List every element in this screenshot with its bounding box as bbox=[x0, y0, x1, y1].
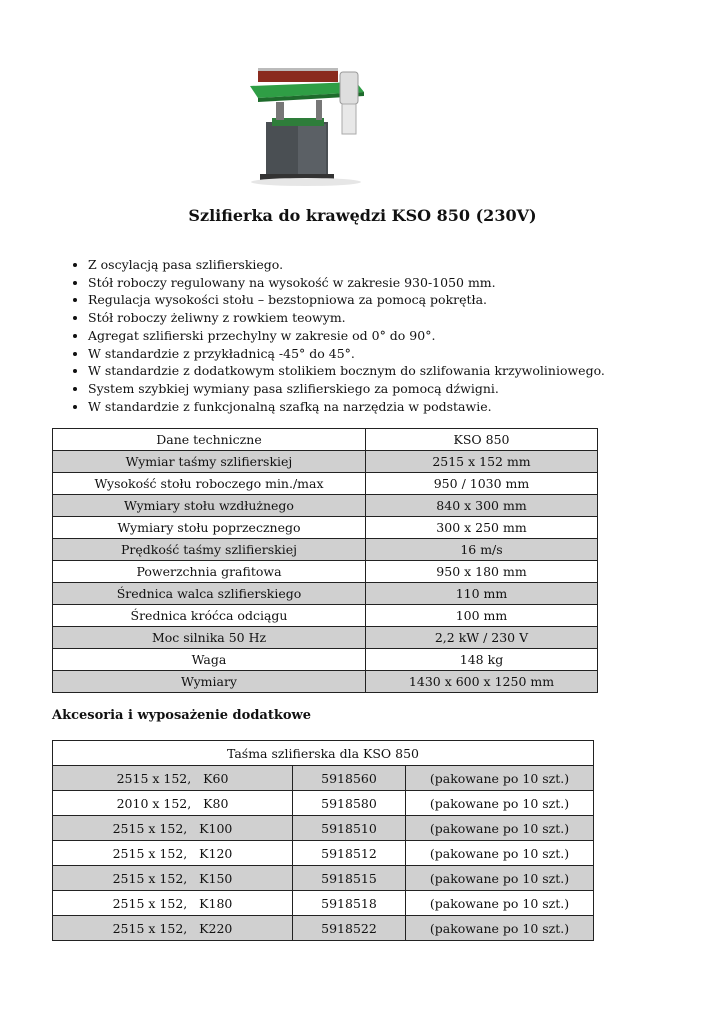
table-cell: Prędkość taśmy szlifierskiej bbox=[53, 539, 366, 561]
table-row bbox=[53, 916, 594, 941]
table-cell: (pakowane po 10 szt.) bbox=[406, 866, 594, 891]
table-cell: Powerzchnia grafitowa bbox=[53, 561, 366, 583]
table-cell: 110 mm bbox=[366, 583, 598, 605]
table-cell: Wymiary bbox=[53, 671, 366, 693]
feature-list bbox=[60, 256, 605, 415]
table-row bbox=[53, 766, 594, 791]
table-cell: 2515 x 152, K100 bbox=[53, 816, 293, 841]
table-cell: (pakowane po 10 szt.) bbox=[406, 891, 594, 916]
table-cell: 1430 x 600 x 1250 mm bbox=[366, 671, 598, 693]
table-row bbox=[53, 841, 594, 866]
table-title: Taśma szlifierska dla KSO 850 bbox=[53, 741, 594, 766]
table-cell: 2,2 kW / 230 V bbox=[366, 627, 598, 649]
table-cell: (pakowane po 10 szt.) bbox=[406, 766, 594, 791]
table-row bbox=[53, 791, 594, 816]
table-cell: Wymiary stołu wzdłużnego bbox=[53, 495, 366, 517]
table-row bbox=[53, 649, 598, 671]
table-row bbox=[53, 891, 594, 916]
table-cell: 5918580 bbox=[293, 791, 406, 816]
list-item: • W standardzie z dodatkowym stolikiem bocznym do szlifowania krzywoliniowego. bbox=[88, 362, 605, 380]
table-row bbox=[53, 816, 594, 841]
accessories-table bbox=[52, 740, 594, 941]
table-cell: Moc silnika 50 Hz bbox=[53, 627, 366, 649]
table-row bbox=[53, 539, 598, 561]
table-cell: 16 m/s bbox=[366, 539, 598, 561]
table-cell: 5918512 bbox=[293, 841, 406, 866]
table-cell: Wymiary stołu poprzecznego bbox=[53, 517, 366, 539]
table-cell: Wysokość stołu roboczego min./max bbox=[53, 473, 366, 495]
list-item: • Stół roboczy regulowany na wysokość w zakresie 930-1050 mm. bbox=[88, 274, 605, 292]
table-row bbox=[53, 473, 598, 495]
table-cell: 2515 x 152, K60 bbox=[53, 766, 293, 791]
list-item: • Z oscylacją pasa szlifierskiego. bbox=[88, 256, 605, 274]
table-cell: Wymiar taśmy szlifierskiej bbox=[53, 451, 366, 473]
accessories-heading: Akcesoria i wyposażenie dodatkowe bbox=[52, 708, 311, 723]
table-row bbox=[53, 451, 598, 473]
list-item: • System szybkiej wymiany pasa szlifierskiego za pomocą dźwigni. bbox=[88, 380, 605, 398]
table-cell: 840 x 300 mm bbox=[366, 495, 598, 517]
list-item: • W standardzie z funkcjonalną szafką na narzędzia w podstawie. bbox=[88, 398, 605, 416]
table-header-row bbox=[53, 429, 598, 451]
table-cell: 2010 x 152, K80 bbox=[53, 791, 293, 816]
list-item: • Regulacja wysokości stołu – bezstopniowa za pomocą pokrętła. bbox=[88, 291, 605, 309]
list-item: • W standardzie z przykładnicą -45° do 45°. bbox=[88, 345, 605, 363]
table-row bbox=[53, 561, 598, 583]
table-row bbox=[53, 605, 598, 627]
table-cell: (pakowane po 10 szt.) bbox=[406, 816, 594, 841]
table-row bbox=[53, 671, 598, 693]
table-cell: 300 x 250 mm bbox=[366, 517, 598, 539]
table-cell: (pakowane po 10 szt.) bbox=[406, 916, 594, 941]
product-image bbox=[236, 52, 376, 187]
specs-table bbox=[52, 428, 598, 693]
table-cell: 2515 x 152, K120 bbox=[53, 841, 293, 866]
table-cell: 5918522 bbox=[293, 916, 406, 941]
table-cell: Średnica króćca odciągu bbox=[53, 605, 366, 627]
table-cell: 2515 x 152, K220 bbox=[53, 916, 293, 941]
table-row bbox=[53, 627, 598, 649]
list-item: • Agregat szlifierski przechylny w zakresie od 0° do 90°. bbox=[88, 327, 605, 345]
table-row bbox=[53, 517, 598, 539]
table-title-row bbox=[53, 741, 594, 766]
table-cell: 2515 x 152, K180 bbox=[53, 891, 293, 916]
table-cell: Waga bbox=[53, 649, 366, 671]
table-cell: 2515 x 152, K150 bbox=[53, 866, 293, 891]
table-cell: 148 kg bbox=[366, 649, 598, 671]
table-cell: 5918510 bbox=[293, 816, 406, 841]
table-cell: 5918515 bbox=[293, 866, 406, 891]
table-cell: (pakowane po 10 szt.) bbox=[406, 841, 594, 866]
table-cell: 5918560 bbox=[293, 766, 406, 791]
list-item: • Stół roboczy żeliwny z rowkiem teowym. bbox=[88, 309, 605, 327]
table-row bbox=[53, 495, 598, 517]
table-cell: 950 / 1030 mm bbox=[366, 473, 598, 495]
table-cell: 950 x 180 mm bbox=[366, 561, 598, 583]
table-cell: 2515 x 152 mm bbox=[366, 451, 598, 473]
table-row bbox=[53, 583, 598, 605]
table-row bbox=[53, 866, 594, 891]
table-cell: Średnica walca szlifierskiego bbox=[53, 583, 366, 605]
table-cell: 5918518 bbox=[293, 891, 406, 916]
table-cell: (pakowane po 10 szt.) bbox=[406, 791, 594, 816]
page-title: Szlifierka do krawędzi KSO 850 (230V) bbox=[188, 206, 537, 225]
table-cell: 100 mm bbox=[366, 605, 598, 627]
table-cell: KSO 850 bbox=[366, 429, 598, 451]
table-cell: Dane techniczne bbox=[53, 429, 366, 451]
